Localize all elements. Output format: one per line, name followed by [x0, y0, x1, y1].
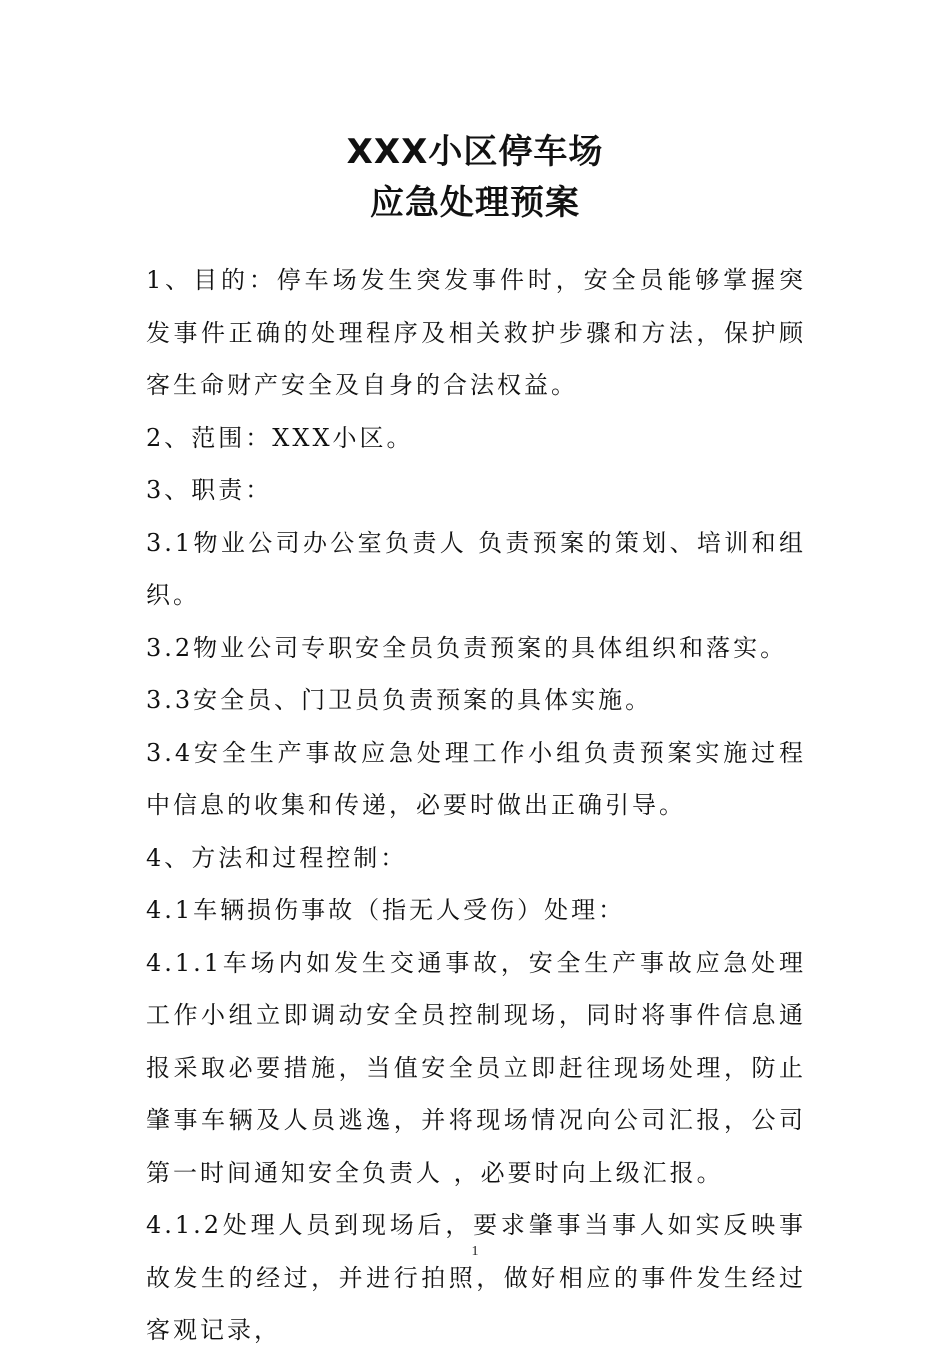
document-title-line2: 应急处理预案	[370, 183, 580, 223]
paragraph-purpose: 1、目的：停车场发生突发事件时，安全员能够掌握突发事件正确的处理程序及相关救护步骤和方法，保护顾客生命财产安全及自身的合法权益。	[146, 266, 806, 399]
paragraph-duty-3-2: 3.2物业公司专职安全员负责预案的具体组织和落实。	[146, 633, 788, 662]
document-title-line1: XXX小区停车场	[346, 132, 604, 172]
document-body	[146, 254, 806, 1357]
paragraph-methods-heading: 4、方法和过程控制：	[146, 843, 408, 872]
paragraph-duty-3-1: 3.1物业公司办公室负责人 负责预案的策划、培训和组织。	[146, 528, 806, 609]
paragraph-4-1-2: 4.1.2处理人员到现场后，要求肇事当事人如实反映事故发生的经过，并进行拍照，做好相应的事件发生经过客观记录，	[146, 1211, 806, 1344]
paragraph-duty-3-4: 3.4安全生产事故应急处理工作小组负责预案实施过程中信息的收集和传递，必要时做出正确引导。	[146, 738, 806, 819]
paragraph-scope: 2、范围：XXX小区。	[146, 423, 414, 452]
page-number: 1	[471, 1244, 479, 1259]
paragraph-duty-3-3: 3.3安全员、门卫员负责预案的具体实施。	[146, 686, 653, 714]
paragraph-4-1-1: 4.1.1车场内如发生交通事故，安全生产事故应急处理工作小组立即调动安全员控制现场，同时将事件信息通报采取必要措施，当值安全员立即赶往现场处理，防止肇事车辆及人员逃逸，并将现场情况向公司汇报，公司第一时间通知安全负责人 ，必要时向上级汇报。	[146, 948, 806, 1187]
paragraph-4-1: 4.1车辆损伤事故（指无人受伤）处理：	[146, 896, 626, 924]
paragraph-duties-heading: 3、职责：	[146, 476, 273, 504]
